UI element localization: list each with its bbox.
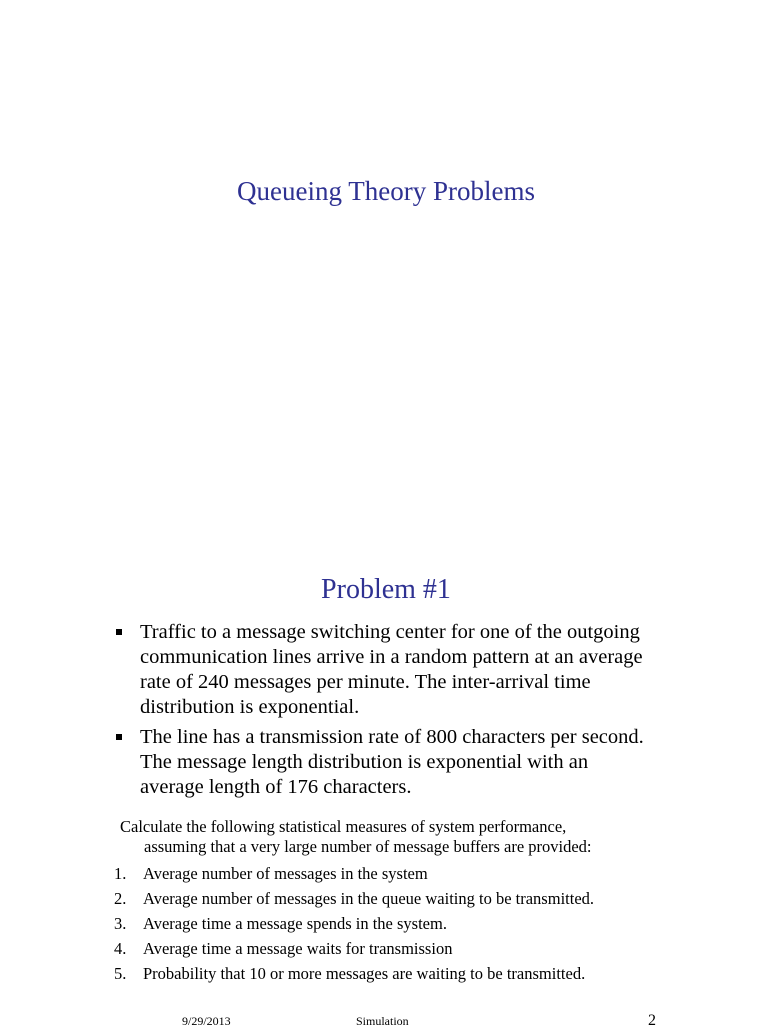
square-bullet-icon bbox=[116, 629, 122, 635]
list-item bbox=[114, 911, 594, 936]
square-bullet-icon bbox=[116, 734, 122, 740]
item-text: Average time a message waits for transmission bbox=[143, 939, 453, 958]
list-item bbox=[114, 936, 594, 961]
item-text: Average number of messages in the system bbox=[143, 864, 428, 883]
item-number: 1. bbox=[114, 864, 127, 883]
instructions-line-1: Calculate the following statistical measures of system performance, bbox=[120, 817, 567, 836]
page-number: 2 bbox=[648, 1012, 656, 1029]
item-text: Average number of messages in the queue waiting to be transmitted. bbox=[143, 889, 595, 908]
list-item bbox=[114, 861, 594, 886]
slide-1-title: Queueing Theory Problems bbox=[237, 176, 535, 206]
bullet-text: Traffic to a message switching center for one of the outgoing communication lines arrive in a random pattern at an average rate of 240 messages per minute. The inter-arrival time distribution is exponential. bbox=[140, 621, 643, 718]
item-text: Average time a message spends in the system. bbox=[143, 914, 447, 933]
footer-date: 9/29/2013 bbox=[182, 1014, 231, 1028]
item-text: Probability that 10 or more messages are waiting to be transmitted. bbox=[143, 964, 586, 983]
item-number: 3. bbox=[114, 914, 127, 933]
item-number: 5. bbox=[114, 964, 127, 983]
problem-title: Problem #1 bbox=[321, 574, 451, 605]
bullet-text: The line has a transmission rate of 800 characters per second. The message length distribution is exponential with an average length of 176 characters. bbox=[140, 726, 644, 798]
bullet-list bbox=[114, 620, 654, 805]
instructions-line-2: assuming that a very large number of message buffers are provided: bbox=[144, 837, 592, 856]
bullet-item bbox=[114, 620, 654, 720]
bullet-item bbox=[114, 725, 654, 800]
list-item bbox=[114, 886, 594, 911]
measures-list bbox=[114, 861, 594, 986]
item-number: 2. bbox=[114, 889, 127, 908]
list-item bbox=[114, 961, 594, 986]
instructions-paragraph bbox=[120, 817, 660, 857]
footer-title: Simulation bbox=[356, 1014, 409, 1028]
item-number: 4. bbox=[114, 939, 127, 958]
